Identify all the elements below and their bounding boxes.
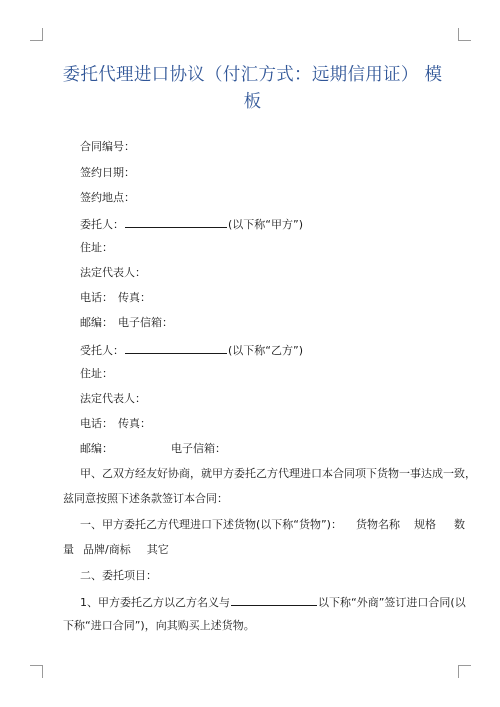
contract-number-label: 合同编号： — [80, 140, 135, 153]
party-b-postcode-line — [80, 442, 226, 456]
party-b-blank — [125, 342, 227, 354]
party-a-address-line — [80, 241, 113, 255]
sign-place-line — [80, 191, 135, 205]
intro-text-1: 甲、乙双方经友好协商，就甲方委托乙方代理进口本合同项下货物一事达成一致， — [80, 467, 476, 480]
clause-2-text: 二、委托项目： — [80, 569, 157, 582]
party-a-label: 委托人： — [80, 218, 124, 231]
quantity-label-part-1: 数 — [453, 518, 465, 531]
item-1-text-c: 下称“进口合同”)，向其购买上述货物。 — [63, 619, 255, 632]
party-b-phone-line — [80, 417, 151, 431]
party-a-legal-rep-label: 法定代表人： — [80, 266, 146, 279]
party-b-phone-label: 电话： — [80, 417, 113, 430]
party-b-note: (以下称“乙方”) — [228, 344, 303, 357]
party-a-email-label: 电子信箱： — [118, 316, 173, 329]
sign-date-line — [80, 166, 135, 180]
clause-1-line — [80, 518, 465, 532]
clause-1-text: 一、甲方委托乙方代理进口下述货物(以下称“货物”)： — [80, 518, 342, 531]
item-1-line — [80, 594, 466, 610]
document-title: 委托代理进口协议（付汇方式：远期信用证） 模板 — [62, 65, 443, 112]
crop-mark-top-left — [30, 28, 43, 41]
party-a-address-label: 住址： — [80, 241, 113, 254]
intro-line-1 — [80, 467, 476, 481]
brand-label: 品牌/商标 — [83, 543, 131, 556]
intro-text-2: 兹同意按照下述条款签订本合同： — [63, 492, 228, 505]
party-a-postcode-line — [80, 316, 173, 330]
crop-mark-bottom-left — [30, 665, 43, 678]
party-b-legal-rep-line — [80, 392, 146, 406]
party-a-phone-label: 电话： — [80, 291, 113, 304]
clause-2-line — [80, 569, 157, 583]
party-b-postcode-label: 邮编： — [80, 442, 113, 455]
party-b-address-line — [80, 367, 113, 381]
party-a-note: (以下称“甲方”) — [228, 218, 303, 231]
party-a-legal-rep-line — [80, 266, 146, 280]
spec-label: 规格 — [413, 518, 436, 531]
sign-date-label: 签约日期： — [80, 166, 135, 179]
quantity-label-part-2: 量 — [63, 543, 74, 556]
party-b-line — [80, 342, 303, 358]
item-1-text-b: 以下称“外商”签订进口合同(以 — [318, 596, 466, 609]
party-b-legal-rep-label: 法定代表人： — [80, 392, 146, 405]
party-a-phone-line — [80, 291, 151, 305]
other-label: 其它 — [146, 543, 169, 556]
intro-line-2 — [63, 492, 228, 506]
foreign-party-blank — [231, 594, 317, 606]
item-1-line-2 — [63, 619, 255, 633]
party-a-blank — [125, 216, 227, 228]
party-b-fax-label: 传真： — [118, 417, 151, 430]
crop-mark-top-right — [458, 28, 471, 41]
party-b-address-label: 住址： — [80, 367, 113, 380]
party-a-postcode-label: 邮编： — [80, 316, 113, 329]
crop-mark-bottom-right — [458, 665, 471, 678]
goods-name-label: 货物名称 — [355, 518, 400, 531]
item-1-text-a: 1、甲方委托乙方以乙方名义与 — [80, 596, 230, 609]
sign-place-label: 签约地点： — [80, 191, 135, 204]
party-a-line — [80, 216, 303, 232]
party-b-label: 受托人： — [80, 344, 124, 357]
party-b-email-label: 电子信箱： — [171, 442, 226, 455]
party-a-fax-label: 传真： — [118, 291, 151, 304]
clause-1-line-2 — [63, 543, 169, 557]
contract-number-line — [80, 140, 135, 154]
